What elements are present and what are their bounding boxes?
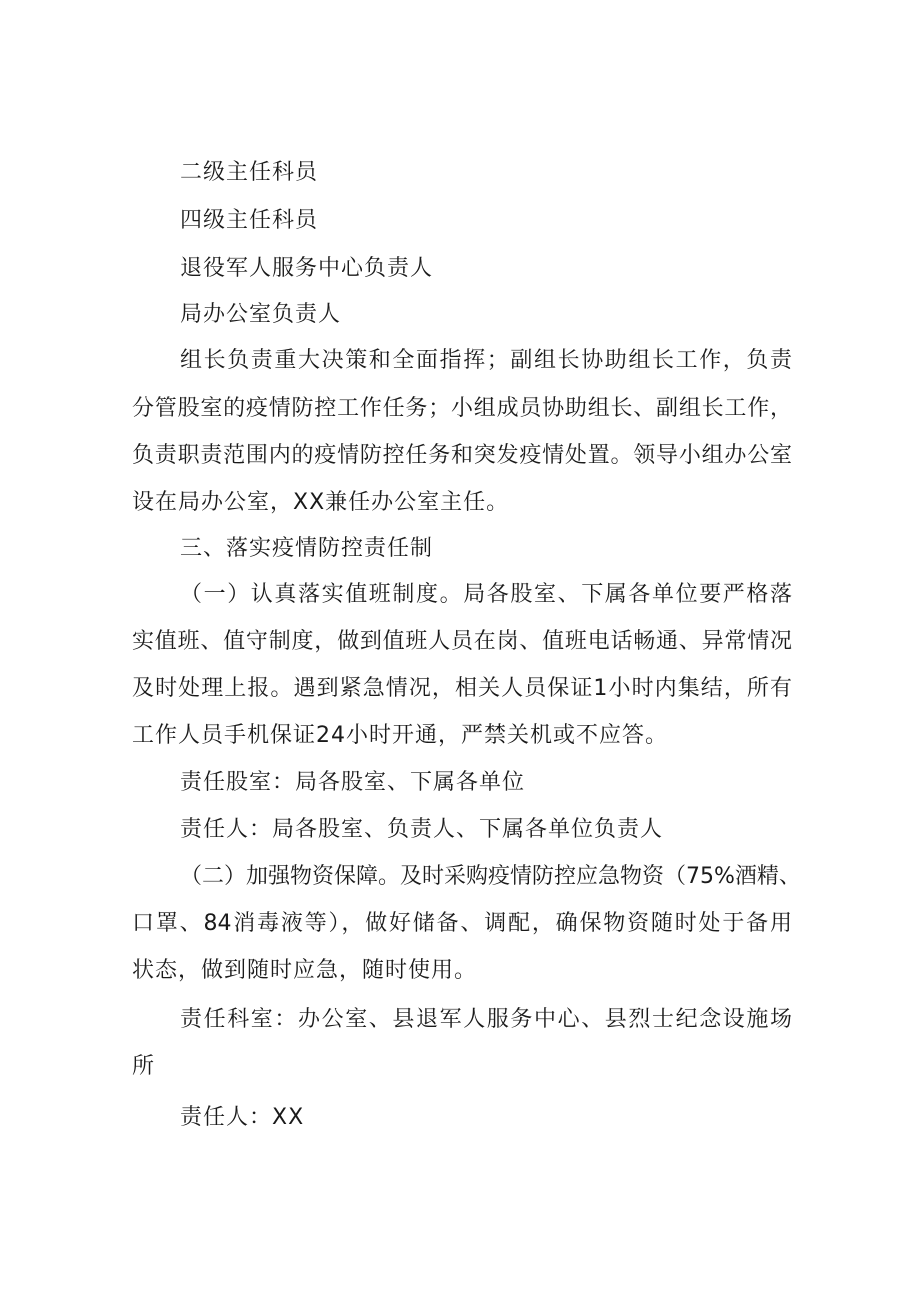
section-heading: 三、落实疫情防控责任制: [180, 536, 434, 561]
paragraph-line: （一）认真落实值班制度。局各股室、下属各单位要严格落: [180, 582, 792, 607]
responsible-office-continued: 所: [132, 1054, 156, 1079]
paragraph-line: 组长负责重大决策和全面指挥；副组长协助组长工作，负责: [180, 348, 792, 373]
responsible-office: 责任科室：办公室、县退军人服务中心、县烈士纪念设施场: [180, 1007, 792, 1032]
paragraph-line: 口罩、84消毒液等），做好储备、调配，确保物资随时处于备用: [132, 911, 792, 936]
paragraph-line: 分管股室的疫情防控工作任务；小组成员协助组长、副组长工作，: [132, 396, 792, 421]
paragraph-line: 状态，做到随时应急，随时使用。: [132, 958, 478, 983]
paragraph-line: 负责职责范围内的疫情防控任务和突发疫情处置。领导小组办公室: [132, 443, 792, 468]
paragraph-line: 工作人员手机保证24小时开通，严禁关机或不应答。: [132, 723, 668, 748]
text-line: 退役军人服务中心负责人: [180, 256, 434, 281]
paragraph-line: 设在局办公室，XX兼任办公室主任。: [132, 490, 510, 515]
paragraph-line: （二）加强物资保障。及时采购疫情防控应急物资（75%酒精、: [180, 864, 801, 889]
paragraph-line: 实值班、值守制度，做到值班人员在岗、值班电话畅通、异常情况: [132, 629, 792, 654]
text-line: 四级主任科员: [180, 208, 319, 233]
responsible-person: 责任人：XX: [180, 1105, 305, 1130]
text-line: 局办公室负责人: [180, 302, 342, 327]
responsible-office: 责任股室：局各股室、下属各单位: [180, 770, 526, 795]
paragraph-line: 及时处理上报。遇到紧急情况，相关人员保证1小时内集结，所有: [132, 676, 792, 701]
text-line: 二级主任科员: [180, 160, 319, 185]
responsible-person: 责任人：局各股室、负责人、下属各单位负责人: [180, 817, 664, 842]
